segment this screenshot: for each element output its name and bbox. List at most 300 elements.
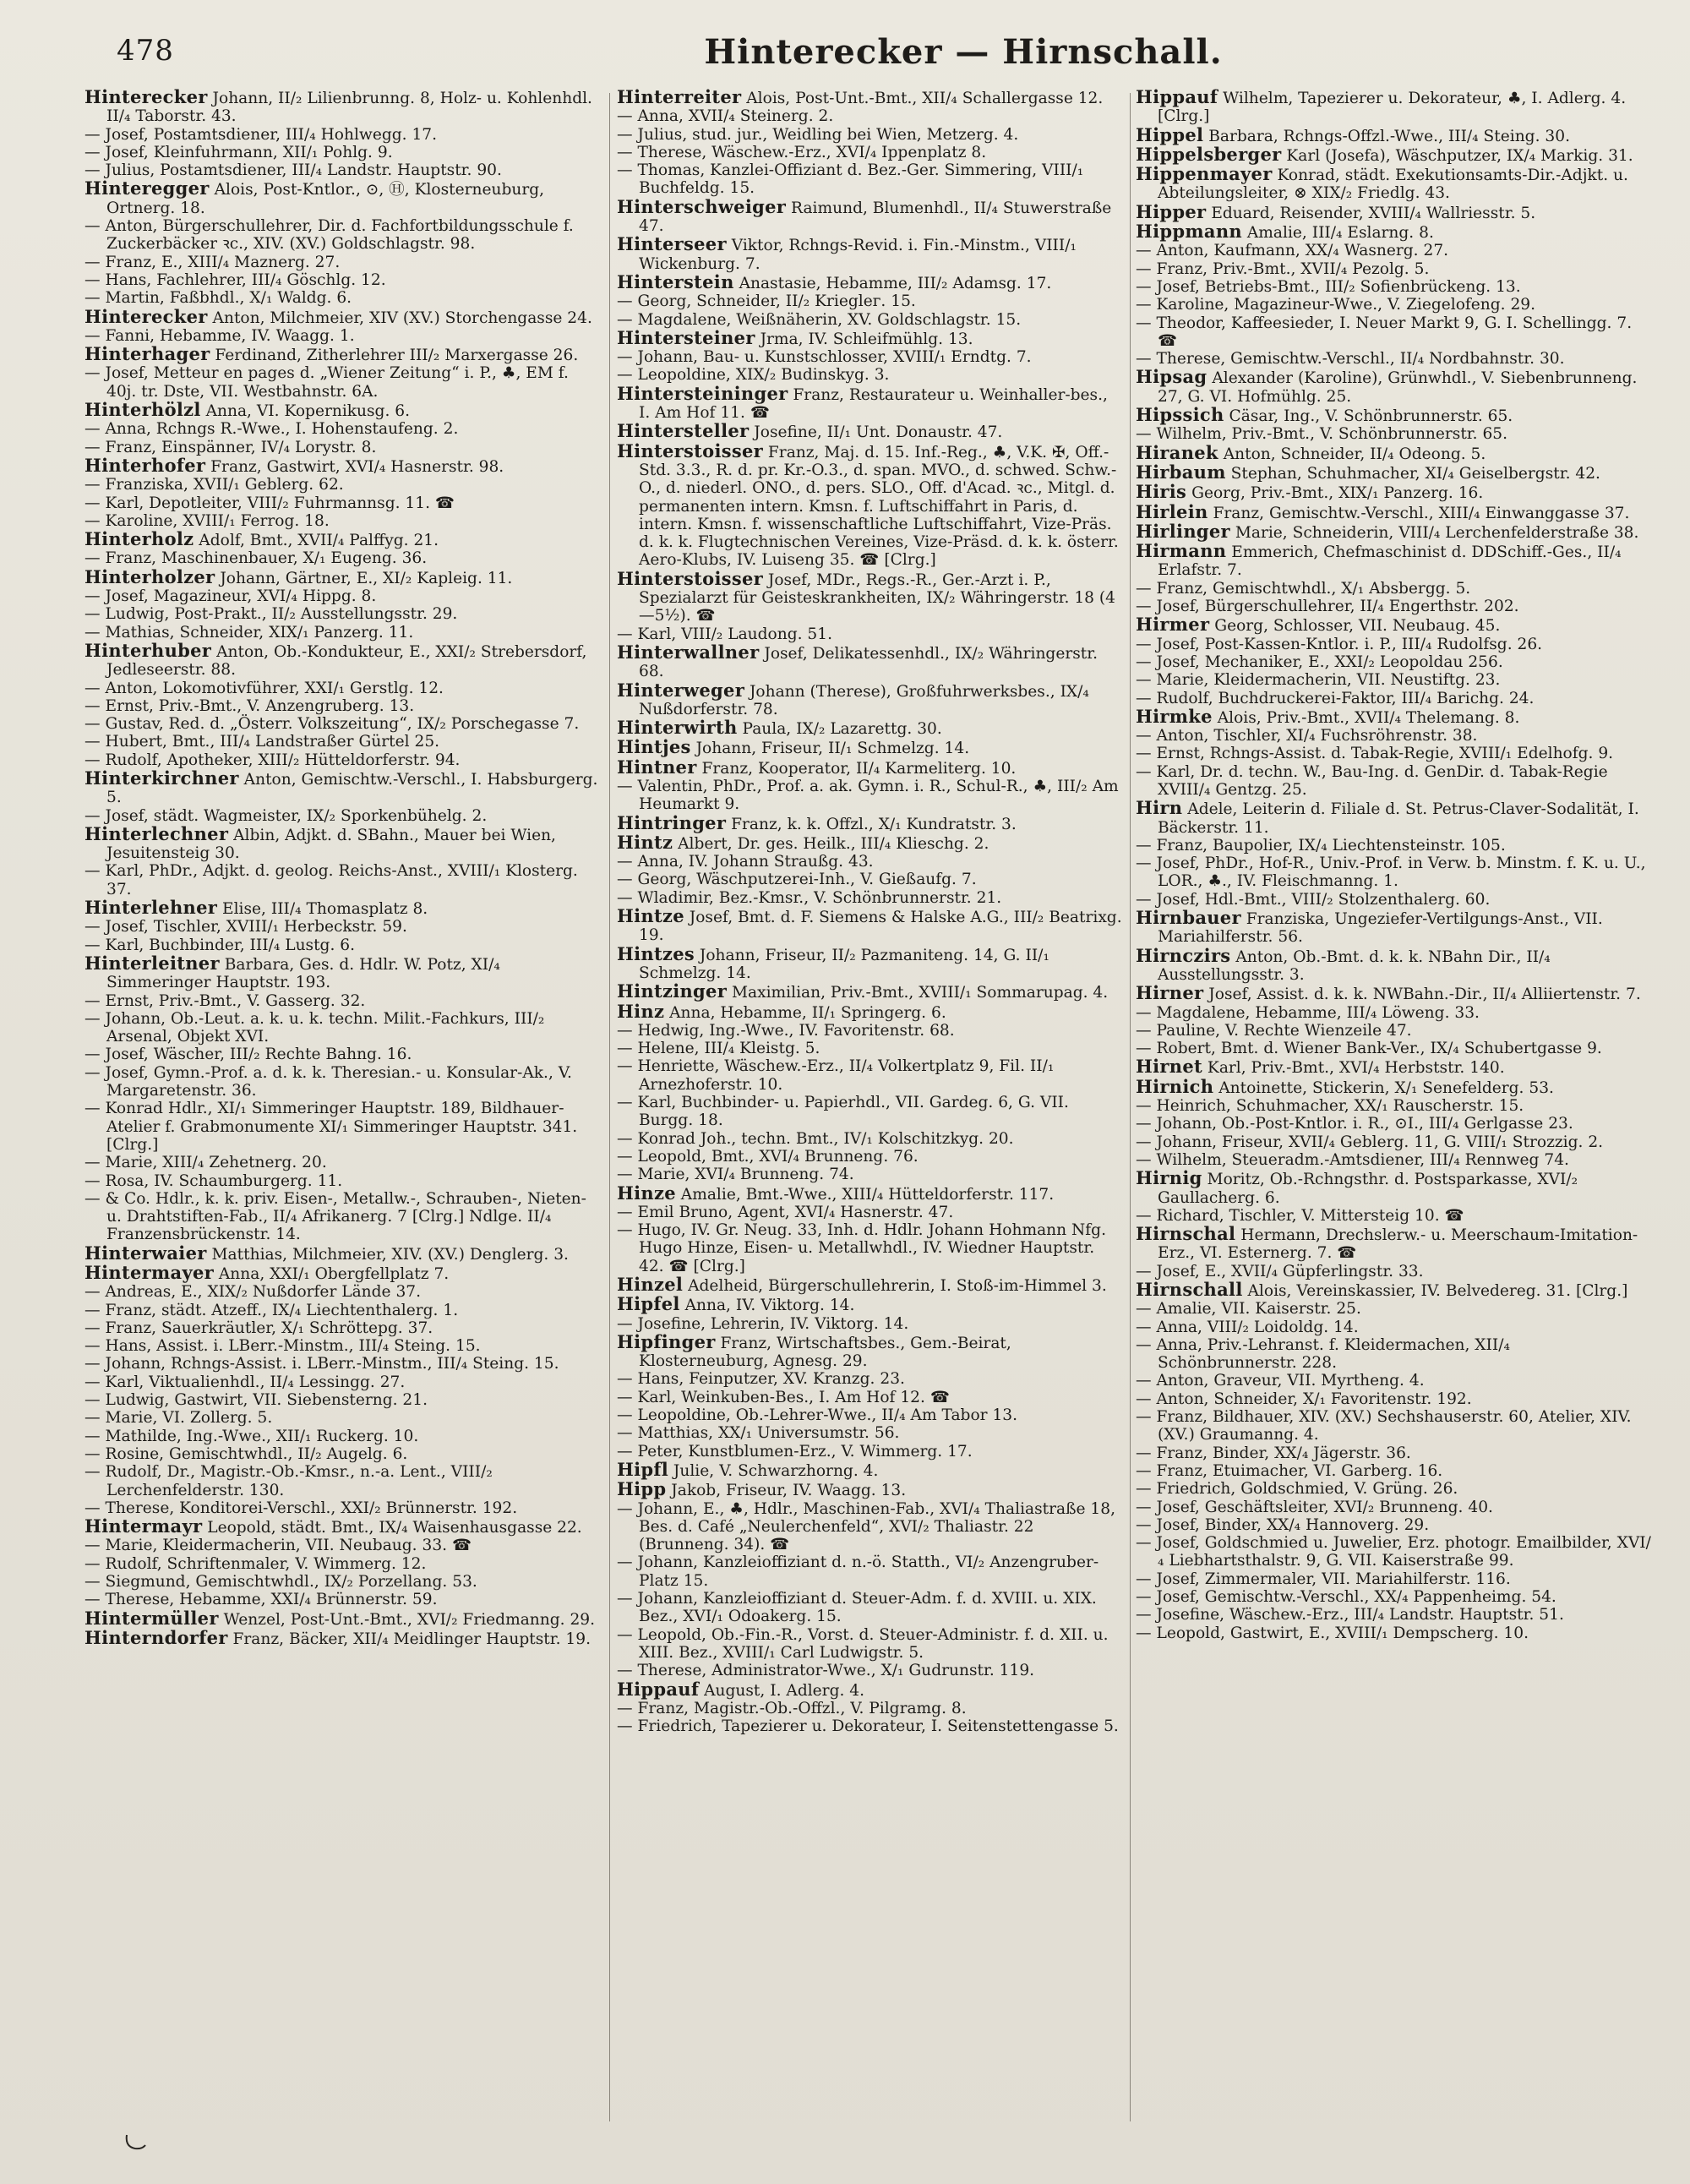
entry-text: Anton, Ob.-Bmt. d. k. k. NBahn Dir., II/₄ Ausstellungsstr. 3. [1158,947,1551,984]
entry-surname: Hinterlehner [84,897,218,919]
directory-entry [617,1480,1124,1499]
entry-surname: Hintermayr [84,1515,203,1537]
entry-text: — Heinrich, Schuhmacher, XX/₁ Rauscherstr. 15. [1136,1097,1524,1116]
directory-entry [1136,222,1653,242]
directory-entry [84,918,602,936]
page-header [0,25,1690,85]
directory-entry [1136,1075,1653,1097]
directory-entry [1136,145,1653,165]
directory-entry [617,718,1124,738]
directory-entry [617,681,1124,719]
directory-entry [84,898,602,918]
entry-text: Franz, Maj. d. 15. Inf.-Reg., ♣, V.K. ✠, Off.-Std. 3.3., R. d. pr. Kr.-O.3., d. span. MVO., d. schwed. Schw.-O., d. niederl. ONO., d. pers. SLO., Off. d'Acad. ꝛc., Mitgl. d. permanenten intern. Kmsn. f. Luftschiffahrt in Paris, d. intern. Kmsn. f. wissenschaftliche Luftschiffahrt, Vize-Präs. d. k. k. Flugtechnischen Vereines, Vize-Präsd. d. k. k. österr. Aero-Klubs, IV. Luiseng 35. ☎ [Clrg.] [639,443,1119,570]
directory-entry [1136,1570,1653,1588]
entry-surname: Hirlein [1136,500,1208,522]
directory-entry [617,1500,1124,1554]
directory-entry [617,758,1124,778]
entry-text: — Karoline, XVIII/₁ Ferrog. 18. [84,511,330,530]
entry-text: — Wladimir, Bez.-Kmsr., V. Schönbrunnerstr. 21. [617,888,1002,907]
entry-text: Anton, Schneider, II/₄ Odeong. 5. [1218,445,1486,463]
directory-entry [84,1499,602,1517]
entry-text: — Karl, Viktualienhdl., II/₄ Lessingg. 27. [84,1373,406,1391]
entry-text: — Josef, Goldschmied u. Juwelier, Erz. photogr. Emailbilder, XVI/₄ Liebhartsthalstr. 9, G. VII. Kaiserstraße 99. [1136,1534,1651,1570]
directory-entry [617,853,1124,871]
entry-surname: Hipp [617,1478,667,1500]
entry-text: — Johann, Rchngs-Assist. i. LBerr.-Minstm., III/₄ Steing. 15. [84,1355,559,1373]
directory-entry [1136,296,1653,314]
directory-entry [1136,763,1653,800]
directory-entry [84,549,602,567]
entry-text: Marie, Schneiderin, VIII/₄ Lerchenfelderstraße 38. [1229,523,1639,542]
entry-text: — Wilhelm, Steueradm.-Amtsdiener, III/₄ Rennweg 74. [1136,1150,1569,1169]
entry-text: — Karl, Weinkuben-Bes., I. Am Hof 12. ☎ [617,1388,950,1406]
entry-text: — Therese, Wäschew.-Erz., XVI/₄ Ippenplatz 8. [617,143,987,161]
entry-text: — Wilhelm, Priv.-Bmt., V. Schönbrunnerstr. 65. [1136,425,1508,444]
entry-text: Johann, Friseur, II/₁ Schmelzg. 14. [690,740,970,758]
entry-surname: Hirmann [1136,540,1227,562]
entry-text: — Josef, PhDr., Hof-R., Univ.-Prof. in Verw. b. Minstm. f. K. u. U., LOR., ♣., IV. Fleischmanng. 1. [1136,854,1646,891]
entry-surname: Hinterkirchner [84,767,239,789]
entry-surname: Hirnich [1136,1075,1214,1097]
directory-entry [617,625,1124,643]
directory-entry [1136,690,1653,707]
entry-text: — Therese, Gemischtw.-Verschl., II/₄ Nordbahnstr. 30. [1136,350,1565,369]
entry-text: — Josef, Gymn.-Prof. a. d. k. k. Theresian.- u. Konsular-Ak., V. Margaretenstr. 36. [84,1063,572,1100]
directory-entry [84,1264,602,1283]
directory-entry [84,1154,602,1171]
entry-text: — Hans, Fachlehrer, III/₄ Göschlg. 12. [84,270,386,289]
entry-text: Josef, Delikatessenhdl., IX/₂ Währingerstr. 68. [639,644,1098,681]
directory-entry [1136,1462,1653,1480]
entry-text: — Magdalene, Hebamme, III/₄ Löweng. 33. [1136,1003,1480,1022]
margin-mark-icon [123,2130,149,2155]
directory-entry [1136,1444,1653,1462]
directory-entry [84,401,602,420]
entry-text: — Franz, Bildhauer, XIV. (XV.) Sechshauserstr. 60, Atelier, XIV. (XV.) Graumanng. 4. [1136,1408,1632,1444]
directory-entry [84,992,602,1010]
directory-entry [84,807,602,825]
entry-surname: Hinterwallner [617,641,760,663]
directory-entry [84,733,602,751]
entry-surname: Hinterhofer [84,454,206,476]
entry-text: Franz, Wirtschaftsbes., Gem.-Beirat, Klosterneuburg, Agnesg. 29. [639,1334,1011,1371]
directory-entry [1136,1499,1653,1516]
entry-text: — Martin, Faßbhdl., X/₁ Waldg. 6. [84,289,352,308]
directory-entry [84,1537,602,1554]
entry-text: — Leopold, Ob.-Fin.-R., Vorst. d. Steuer-Administr. f. d. XII. u. XIII. Bez., XVIII/₁ Carl Ludwigstr. 5. [617,1625,1109,1662]
entry-text: Adolf, Bmt., XVII/₄ Palffyg. 21. [194,532,439,550]
directory-entry [1136,598,1653,615]
directory-entry [84,88,602,126]
directory-entry [617,348,1124,366]
directory-entry [617,1458,1124,1480]
directory-entry [617,270,1124,292]
entry-text: — Josef, Metteur en pages d. „Wiener Zeitung“ i. P., ♣, EM f. 40j. tr. Dste, VII. Westbahnstr. 6A. [84,364,569,401]
directory-entry [1136,278,1653,296]
entry-text: — Therese, Administrator-Wwe., X/₁ Gudrunstr. 119. [617,1662,1035,1680]
directory-entry [84,1445,602,1463]
entry-surname: Hinterschweiger [617,195,787,217]
directory-entry [1136,406,1653,425]
directory-entry [84,512,602,530]
directory-entry [84,530,602,549]
directory-entry [84,605,602,623]
entry-text: — Karoline, Magazineur-Wwe., V. Ziegelofeng. 29. [1136,296,1536,314]
entry-text: Ferdinand, Zitherlehrer III/₂ Marxergasse 26. [210,347,579,365]
entry-text: — Franz, Maschinenbauer, X/₁ Eugeng. 36. [84,549,428,568]
directory-entry [1136,1408,1653,1444]
directory-entry [84,565,602,587]
entry-surname: Hippauf [1136,88,1218,107]
directory-entry [1136,854,1653,891]
directory-entry [84,161,602,179]
entry-text: Alois, Vereinskassier, IV. Belvedereg. 31. [Clrg.] [1242,1282,1628,1300]
entry-text: — Josef, Kleinfuhrmann, XII/₁ Pohlg. 9. [84,143,393,161]
entry-text: Franz, Kooperator, II/₄ Karmeliterg. 10. [696,759,1017,778]
entry-surname: Hinterecker [84,88,208,107]
directory-entry [1136,1133,1653,1151]
directory-entry [617,1590,1124,1626]
directory-entry [1136,88,1653,126]
entry-surname: Hinterndorfer [84,1626,228,1648]
directory-entry [84,1283,602,1301]
directory-entry [1136,799,1653,837]
entry-text: Viktor, Rchngs-Revid. i. Fin.-Minstm., VIII/₁ Wickenburg. 7. [639,237,1077,273]
directory-entry [617,1275,1124,1295]
directory-entry [1136,1115,1653,1133]
entry-text: Anna, IV. Viktorg. 14. [679,1297,855,1315]
entry-surname: Hintersteiner [617,326,755,348]
entry-text: — Marie, Kleidermacherin, VII. Neustiftg. 23. [1136,671,1501,690]
entry-surname: Hinterstein [617,270,734,292]
entry-text: — Leopold, Bmt., XVI/₄ Brunneng. 76. [617,1147,919,1166]
directory-entry [1136,123,1653,145]
entry-text: — Hedwig, Ing.-Wwe., IV. Favoritenstr. 68. [617,1021,955,1040]
directory-entry [617,1040,1124,1057]
entry-text: — Johann, Ob.-Leut. a. k. u. k. techn. Milit.-Fachkurs, III/₂ Arsenal, Objekt XVI. [84,1009,545,1046]
entry-surname: Hirnczirs [1136,944,1231,966]
directory-entry [1136,463,1653,483]
directory-entry [1136,441,1653,463]
directory-entry [617,1148,1124,1166]
entry-text: — Josef, Tischler, XVIII/₁ Herbeckstr. 59. [84,918,407,936]
entry-text: — Franz, Priv.-Bmt., XVII/₄ Pezolg. 5. [1136,259,1430,278]
directory-entry [84,1010,602,1046]
entry-surname: Hinterhölzl [84,399,201,421]
entry-surname: Hirn [1136,797,1183,819]
directory-entry [84,715,602,733]
entry-text: — Mathias, Schneider, XIX/₁ Panzerg. 11. [84,623,414,642]
entry-text: Josef, Bmt. d. F. Siemens & Halske A.G., III/₂ Beatrixg. 19. [639,909,1122,945]
entry-text: Josef, Assist. d. k. k. NWBahn.-Dir., II/₄ Alliiertenstr. 7. [1203,986,1641,1004]
entry-text: — Julius, Postamtsdiener, III/₄ Landstr. Hauptstr. 90. [84,161,502,180]
entry-text: Raimund, Blumenhdl., II/₄ Stuwerstraße 47. [639,199,1112,236]
directory-entry [617,366,1124,384]
entry-text: Anna, Hebamme, II/₁ Springerg. 6. [664,1003,946,1022]
entry-text: — Hans, Assist. i. LBerr.-Minstm., III/₄ Steing. 15. [84,1337,481,1356]
entry-surname: Hiris [1136,481,1187,503]
entry-text: — Leopoldine, XIX/₂ Budinskyg. 3. [617,366,890,385]
entry-text: — Marie, VI. Zollerg. 5. [84,1409,273,1428]
directory-entry [84,1517,602,1537]
directory-entry [617,326,1124,348]
entry-text: — Franziska, XVII/₁ Geblerg. 62. [84,476,344,494]
entry-text: Julie, V. Schwarzhorng. 4. [668,1461,879,1480]
entry-text: — Anna, Priv.-Lehranst. f. Kleidermachen, XII/₄ Schönbrunnerstr. 228. [1136,1335,1510,1373]
directory-entry [84,364,602,401]
entry-text: — Josef, städt. Wagmeister, IX/₂ Sporkenbühelg. 2. [84,806,488,825]
entry-text: — Karl, Buchbinder, III/₄ Lustg. 6. [84,936,356,954]
entry-surname: Hippmann [1136,221,1242,243]
directory-entry [84,456,602,476]
entry-text: Alois, Post-Kntlor., ⊙, Ⓗ, Klosterneuburg, Ortnerg. 18. [106,181,545,217]
directory-entry [617,311,1124,329]
column-divider [1130,93,1131,2121]
entry-surname: Hirner [1136,982,1204,1004]
entry-text: — Karl, Dr. d. techn. W., Bau-Ing. d. GenDir. d. Tabak-Regie XVIII/₄ Gentzg. 25. [1136,762,1608,799]
directory-entry [617,1184,1124,1204]
directory-entry [1136,500,1653,522]
entry-text: — Marie, XVI/₄ Brunneng. 74. [617,1166,854,1184]
directory-entry [84,1373,602,1391]
entry-surname: Hirnig [1136,1167,1202,1189]
directory-entry [1136,707,1653,727]
entry-surname: Hintner [617,756,697,778]
entry-text: Johann, Gärtner, E., XI/₂ Kapleig. 11. [215,569,513,587]
directory-entry [617,1204,1124,1221]
directory-entry [1136,1372,1653,1390]
directory-entry [617,871,1124,888]
directory-entry [617,643,1124,681]
entry-text: Karl (Josefa), Wäschputzer, IX/₄ Markig. 31. [1281,146,1633,165]
entry-text: — Karl, Depotleiter, VIII/₂ Fuhrmannsg. 11. ☎ [84,494,455,512]
entry-text: — Rudolf, Dr., Magistr.-Ob.-Kmsr., n.-a. Lent., VIII/₂ Lerchenfelderstr. 130. [84,1463,493,1499]
entry-text: — Emil Bruno, Agent, XVI/₄ Hasnerstr. 47. [617,1203,954,1221]
directory-entry [84,822,602,863]
column-divider [609,93,610,2121]
directory-entry [1136,727,1653,745]
directory-entry [1136,260,1653,278]
entry-text: — Josef, Geschäftsleiter, XVI/₂ Brunneng. 40. [1136,1498,1493,1516]
entry-text: — Anton, Schneider, X/₁ Favoritenstr. 192. [1136,1390,1472,1408]
entry-text: Anna, VI. Kopernikusg. 6. [200,402,411,421]
directory-entry [84,1190,602,1244]
entry-text: — Karl, Buchbinder- u. Papierhdl., VII. Gardeg. 6, G. VII. Burgg. 18. [617,1094,1069,1130]
entry-text: Josefine, II/₁ Unt. Donaustr. 47. [749,423,1003,442]
entry-text: August, I. Adlerg. 4. [699,1681,865,1700]
entry-text: — Josef, Betriebs-Bmt., III/₂ Sofienbrückeng. 13. [1136,277,1521,296]
directory-entry [617,778,1124,814]
entry-surname: Hipssich [1136,404,1224,426]
directory-entry [617,422,1124,441]
entry-text: — Franz, Einspänner, IV/₄ Lorystr. 8. [84,438,377,456]
entry-text: Stephan, Schuhmacher, XI/₄ Geiselbergstr. 42. [1225,464,1600,483]
entry-text: — Johann, E., ♣, Hdlr., Maschinen-Fab., XVI/₄ Thaliastraße 18, Bes. d. Café „Neulerchenfeld“, XVI/₂ Thaliastr. 22 (Brunneng. 34). ☎ [617,1499,1115,1554]
directory-entry [84,179,602,217]
directory-entry [84,1409,602,1427]
entry-surname: Hinterhuber [84,639,212,661]
directory-entry [617,1315,1124,1333]
entry-text: — Franz, Etuimacher, VI. Garberg. 16. [1136,1461,1443,1480]
directory-entry [617,88,1124,107]
directory-entry [617,1406,1124,1424]
entry-surname: Hinterhager [84,343,210,365]
entry-surname: Hintzinger [617,980,728,1002]
directory-entry [617,1370,1124,1388]
directory-entry [1136,1263,1653,1280]
entry-surname: Hinterstoisser [617,440,763,461]
directory-entry [1136,522,1653,542]
entry-surname: Hippelsberger [1136,143,1282,165]
directory-entry [1136,909,1653,947]
entry-text: — Theodor, Kaffeesieder, I. Neuer Markt 9, G. I. Schellingg. 7. ☎ [1136,314,1633,350]
directory-entry [1136,1207,1653,1225]
entry-surname: Hinterecker [84,305,208,327]
entry-text: — Hugo, IV. Gr. Neug. 33, Inh. d. Hdlr. Johann Hohmann Nfg. Hugo Hinze, Eisen- u. Metallwhdl., IV. Wiedner Hauptstr. 42. ☎ [Clrg.] [617,1221,1106,1275]
directory-entry [1136,1057,1653,1077]
entry-text: Karl, Priv.-Bmt., XVI/₄ Herbststr. 140. [1202,1059,1505,1078]
entry-text: — Franz, Sauerkräutler, X/₁ Schröttерg. 37. [84,1319,433,1337]
directory-entry [84,1609,602,1629]
entry-text: Elise, III/₄ Thomasplatz 8. [217,900,428,919]
entry-text: — Rosine, Gemischtwhdl., II/₂ Augelg. 6. [84,1444,408,1463]
entry-text: — Josef, Magazineur, XVI/₄ Hippg. 8. [84,587,377,606]
entry-text: — Mathilde, Ing.-Wwe., XII/₁ Ruckerg. 10. [84,1427,419,1445]
directory-entry [617,1166,1124,1183]
entry-text: Leopold, städt. Bmt., IX/₄ Waisenhausgasse 22. [202,1519,582,1537]
entry-text: Johann, II/₂ Lilienbrunng. 8, Holz- u. Kohlenhdl. II/₄ Taborstr. 43. [106,90,592,126]
entry-text: — Robert, Bmt. d. Wiener Bank-Ver., IX/₄ Schubertgasse 9. [1136,1040,1602,1058]
directory-entry [1136,580,1653,598]
entry-surname: Hintze [617,905,684,927]
entry-surname: Hintermüller [84,1607,219,1629]
directory-entry [84,1100,602,1154]
entry-text: Paula, IX/₂ Lazarettg. 30. [737,720,942,739]
entry-surname: Hintersteininger [617,382,788,404]
directory-entry [84,1337,602,1355]
entry-surname: Hinterstoisser [617,567,763,589]
directory-entry [84,1319,602,1337]
entry-surname: Hinzel [617,1274,684,1295]
entry-text: Barbara, Rchngs-Offzl.-Wwe., III/₄ Steing. 30. [1203,127,1570,145]
directory-entry [1136,1624,1653,1642]
directory-entry [84,327,602,345]
entry-surname: Hipper [1136,200,1207,222]
entry-surname: Hintjes [617,736,691,758]
entry-text: — Julius, stud. jur., Weidling bei Wien, Metzerg. 4. [617,125,1019,144]
entry-surname: Hinterweger [617,679,745,701]
entry-text: Anna, XXI/₁ Obergfellplatz 7. [213,1265,450,1283]
entry-surname: Hintermayer [84,1262,214,1283]
entry-text: Barbara, Ges. d. Hdlr. W. Potz, XI/₄ Simmeringer Hauptstr. 193. [106,955,500,992]
entry-text: Albert, Dr. ges. Heilk., III/₄ Klieschg. 2. [673,834,989,853]
entry-text: — Magdalene, Weißnäherin, XV. Goldschlagstr. 15. [617,310,1022,329]
entry-text: — Johann, Kanzleioffiziant d. Steuer-Adm. f. d. XVIII. u. XIX. Bez., XVI/₁ Odoakerg. 15. [617,1590,1097,1626]
entry-surname: Hipsag [1136,366,1208,388]
entry-text: Franz, Bäcker, XII/₄ Meidlinger Hauptstr. 19. [227,1630,591,1648]
directory-entry [1136,1516,1653,1534]
directory-entry [84,439,602,456]
entry-text: Franz, Restaurateur u. Weinhaller-bes., I. Am Hof 11. ☎ [639,385,1108,423]
entry-text: — Josef, Post-Kassen-Kntlor. i. P., III/₄ Rudolfsg. 26. [1136,635,1543,653]
entry-text: Anton, Ob.-Kondukteur, E., XXI/₂ Strebersdorf, Jedleseerstr. 88. [106,642,587,680]
directory-entry [84,680,602,697]
directory-entry [84,345,602,364]
directory-entry [617,889,1124,907]
entry-text: — Franz, Gemischtwhdl., X/₁ Absbergg. 5. [1136,579,1471,598]
entry-text: — Fanni, Hebamme, IV. Waagg. 1. [84,326,355,345]
entry-text: Alois, Priv.-Bmt., XVII/₄ Thelemang. 8. [1212,708,1520,727]
directory-entry [1136,483,1653,502]
entry-text: Alois, Post-Unt.-Bmt., XII/₄ Schallergasse 12. [741,90,1104,107]
entry-surname: Hirnbauer [1136,907,1241,929]
entry-text: — Anna, Rchngs R.-Wwe., I. Hohenstaufeng. 2. [84,420,459,439]
directory-entry [84,1046,602,1063]
directory-entry [84,494,602,512]
entry-text: Albin, Adjkt. d. SBahn., Mauer bei Wien, Jesuitensteig 30. [106,826,556,863]
directory-entry [617,982,1124,1002]
directory-entry [84,954,602,992]
entry-text: — Ludwig, Gastwirt, VII. Siebensterng. 21. [84,1391,428,1410]
directory-entry [1136,745,1653,762]
entry-text: — Josef, Mechaniker, E., XXI/₂ Leopoldau 256. [1136,652,1503,671]
directory-entry [617,1002,1124,1022]
directory-entry [617,833,1124,853]
entry-surname: Hipfinger [617,1330,716,1352]
directory-entry [1136,1480,1653,1498]
directory-entry [1136,200,1653,222]
directory-entry [617,144,1124,161]
entry-surname: Hirnschal [1136,1223,1236,1245]
entry-text: Johann, Friseur, II/₂ Pazmaniteng. 14, G. II/₁ Schmelzg. 14. [639,946,1049,982]
directory-entry [84,126,602,144]
entry-text: — Valentin, PhDr., Prof. a. ak. Gymn. i. R., Schul-R., ♣, III/₂ Am Heumarkt 9. [617,777,1119,814]
entry-text: — Anna, VIII/₂ Loidoldg. 14. [1136,1318,1359,1336]
entry-text: — Josefine, Lehrerin, IV. Viktorg. 14. [617,1314,909,1333]
directory-entry [1136,350,1653,368]
directory-entry [84,144,602,161]
directory-entry [1136,1588,1653,1606]
directory-entry [84,624,602,642]
directory-entry [84,1626,602,1648]
directory-entry [617,235,1124,273]
entry-text: — Johann, Bau- u. Kunstschlosser, XVIII/₁ Erndtg. 7. [617,348,1032,367]
directory-entry [84,587,602,605]
entry-text: Anton, Gemischtw.-Verschl., I. Habsburgerg. 5. [106,770,598,807]
directory-entry [1136,314,1653,351]
entry-text: Moritz, Ob.-Rchngsthr. d. Postsparkasse, XVI/₂ Gaullacherg. 6. [1158,1171,1578,1207]
directory-entry [1136,1225,1653,1263]
entry-text: Jrma, IV. Schleifmühlg. 13. [755,330,973,348]
directory-entry [617,1094,1124,1130]
entry-text: — Therese, Konditorei-Verschl., XXI/₂ Brünnerstr. 192. [84,1499,518,1517]
entry-text: — Matthias, XX/₁ Universumstr. 56. [617,1424,900,1443]
entry-text: Alexander (Karoline), Grünwhdl., V. Siebenbrunneng. 27, G. VI. Hofmühlg. 25. [1158,369,1638,406]
directory-entry [617,161,1124,198]
entry-text: — Josef, Binder, XX/₄ Hannoverg. 29. [1136,1515,1430,1534]
entry-surname: Hinteregger [84,177,210,199]
entry-text: — Johann, Friseur, XVII/₄ Geblerg. 11, G. VIII/₁ Strozzig. 2. [1136,1133,1604,1151]
entry-text: — Franz, Baupolier, IX/₄ Liechtensteinstr. 105. [1136,836,1506,854]
entry-surname: Hintz [617,831,673,853]
entry-surname: Hirnschall [1136,1279,1243,1300]
directory-entry [1136,542,1653,580]
entry-text: — Ludwig, Post-Prakt., II/₂ Ausstellungsstr. 29. [84,605,458,624]
entry-text: — Thomas, Kanzlei-Offiziant d. Bez.-Ger. Simmering, VIII/₁ Buchfeldg. 15. [617,161,1084,198]
directory-entry [1136,1534,1653,1570]
directory-entry [84,1355,602,1373]
directory-entry [617,195,1124,236]
